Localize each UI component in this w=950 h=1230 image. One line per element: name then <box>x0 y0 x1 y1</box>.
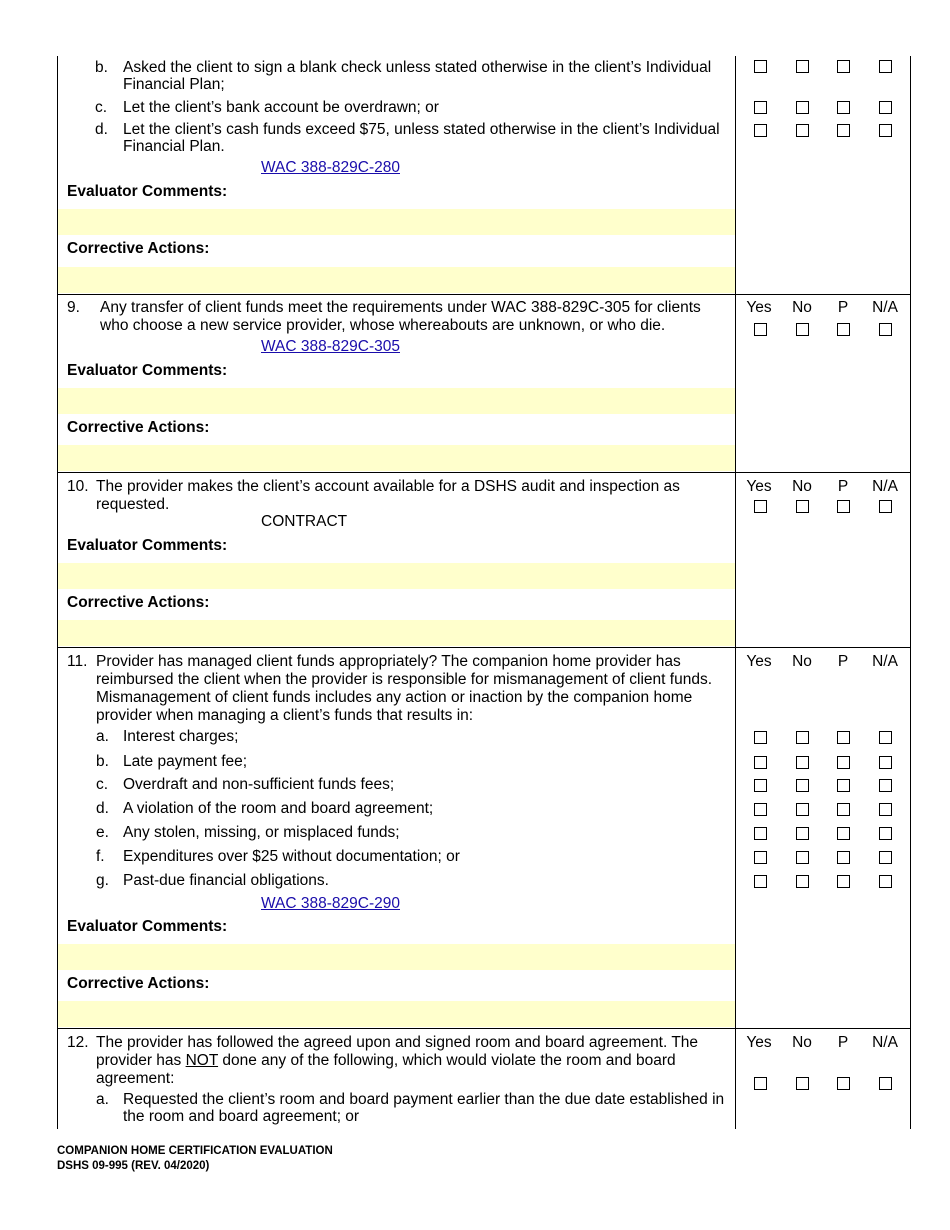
item-8b-p-checkbox[interactable] <box>837 60 850 73</box>
item-8-sub-c-letter: c. <box>95 99 108 116</box>
item-9-wac-link[interactable]: WAC 388-829C-305 <box>261 338 400 355</box>
item-10-p-checkbox[interactable] <box>837 500 850 513</box>
item-11a-p-checkbox[interactable] <box>837 731 850 744</box>
corrective-actions-field-9[interactable] <box>58 445 735 471</box>
footer-form-title: COMPANION HOME CERTIFICATION EVALUATION <box>57 1145 333 1157</box>
item-10-no-header: No <box>792 478 812 495</box>
item-12-p-checkbox[interactable] <box>837 1077 850 1090</box>
item-10-p-header: P <box>837 478 849 495</box>
item-10-na-header: N/A <box>872 478 898 495</box>
item-9-yes-header: Yes <box>746 299 772 316</box>
column-divider <box>735 56 736 1129</box>
item-11-sub-letter: c. <box>96 776 109 793</box>
item-12-sub-a-text-2: the room and board agreement; or <box>123 1108 360 1125</box>
item-11d-p-checkbox[interactable] <box>837 803 850 816</box>
item-11f-p-checkbox[interactable] <box>837 851 850 864</box>
item-11f-na-checkbox[interactable] <box>879 851 892 864</box>
item-10-no-checkbox[interactable] <box>796 500 809 513</box>
item-8d-yes-checkbox[interactable] <box>754 124 767 137</box>
item-11f-yes-checkbox[interactable] <box>754 851 767 864</box>
item-12-not-emphasis: NOT <box>185 1052 219 1069</box>
item-10-number: 10. <box>67 478 89 495</box>
item-11b-no-checkbox[interactable] <box>796 756 809 769</box>
item-11e-p-checkbox[interactable] <box>837 827 850 840</box>
item-12-text-2c: done any of the following, which would violate the room and board <box>218 1052 676 1069</box>
item-10-na-checkbox[interactable] <box>879 500 892 513</box>
corrective-actions-label: Corrective Actions: <box>67 975 210 992</box>
table-border-right <box>910 56 911 1129</box>
item-11-sub-letter: d. <box>96 800 109 817</box>
row-separator <box>57 647 911 648</box>
item-11g-yes-checkbox[interactable] <box>754 875 767 888</box>
item-11-sub-text: Interest charges; <box>123 728 239 745</box>
item-9-na-checkbox[interactable] <box>879 323 892 336</box>
item-12-p-header: P <box>837 1034 849 1051</box>
item-8b-na-checkbox[interactable] <box>879 60 892 73</box>
item-11d-no-checkbox[interactable] <box>796 803 809 816</box>
item-8b-yes-checkbox[interactable] <box>754 60 767 73</box>
evaluator-comments-label: Evaluator Comments: <box>67 183 228 200</box>
item-12-yes-checkbox[interactable] <box>754 1077 767 1090</box>
item-9-yes-checkbox[interactable] <box>754 323 767 336</box>
item-11-sub-letter: e. <box>96 824 109 841</box>
item-9-text-1: Any transfer of client funds meet the requirements under WAC 388-829C-305 for clients <box>100 299 701 316</box>
item-12-na-checkbox[interactable] <box>879 1077 892 1090</box>
item-8-sub-c-text: Let the client’s bank account be overdrawn; or <box>123 99 439 116</box>
item-8c-no-checkbox[interactable] <box>796 101 809 114</box>
item-12-no-header: No <box>792 1034 812 1051</box>
item-9-number: 9. <box>67 299 80 316</box>
item-9-text-2: who choose a new service provider, whose whereabouts are unknown, or who die. <box>100 317 666 334</box>
corrective-actions-field-8[interactable] <box>58 267 735 293</box>
item-11g-p-checkbox[interactable] <box>837 875 850 888</box>
item-11-yes-header: Yes <box>746 653 772 670</box>
evaluator-comments-label: Evaluator Comments: <box>67 918 228 935</box>
item-11-na-header: N/A <box>872 653 898 670</box>
item-11a-na-checkbox[interactable] <box>879 731 892 744</box>
evaluator-comments-label: Evaluator Comments: <box>67 537 228 554</box>
item-11c-yes-checkbox[interactable] <box>754 779 767 792</box>
item-11-sub-text: Any stolen, missing, or misplaced funds; <box>123 824 400 841</box>
item-8c-p-checkbox[interactable] <box>837 101 850 114</box>
evaluator-comments-field-9[interactable] <box>58 388 735 414</box>
item-11-sub-letter: f. <box>96 848 105 865</box>
item-8b-no-checkbox[interactable] <box>796 60 809 73</box>
item-11g-no-checkbox[interactable] <box>796 875 809 888</box>
item-8d-na-checkbox[interactable] <box>879 124 892 137</box>
item-12-number: 12. <box>67 1034 89 1051</box>
item-11e-yes-checkbox[interactable] <box>754 827 767 840</box>
item-11-sub-text: A violation of the room and board agreement; <box>123 800 434 817</box>
item-10-yes-header: Yes <box>746 478 772 495</box>
item-11b-p-checkbox[interactable] <box>837 756 850 769</box>
row-separator <box>57 1028 911 1029</box>
item-12-text-3: agreement: <box>96 1070 175 1087</box>
item-12-sub-a-text: Requested the client’s room and board payment earlier than the due date established in <box>123 1091 725 1108</box>
item-12-sub-a-letter: a. <box>96 1091 109 1108</box>
evaluator-comments-field-10[interactable] <box>58 563 735 589</box>
item-11b-yes-checkbox[interactable] <box>754 756 767 769</box>
item-11c-p-checkbox[interactable] <box>837 779 850 792</box>
item-10-text-2: requested. <box>96 496 170 513</box>
item-8-sub-d-letter: d. <box>95 121 108 138</box>
item-11-text-2: reimbursed the client when the provider is responsible for mismanagement of client funds. <box>96 671 713 688</box>
item-8-sub-b-text-2: Financial Plan; <box>123 76 225 93</box>
row-separator <box>57 472 911 473</box>
evaluator-comments-field-11[interactable] <box>58 944 735 970</box>
item-12-text-2 <box>96 1052 676 1070</box>
item-11-text-3: Mismanagement of client funds includes any action or inaction by the companion home <box>96 689 693 706</box>
item-11-sub-letter: b. <box>96 753 109 770</box>
item-8-wac-link[interactable]: WAC 388-829C-280 <box>261 159 400 176</box>
item-12-na-header: N/A <box>872 1034 898 1051</box>
item-11a-yes-checkbox[interactable] <box>754 731 767 744</box>
item-8-sub-d-text: Let the client’s cash funds exceed $75, unless stated otherwise in the client’s Individual <box>123 121 720 138</box>
item-11c-na-checkbox[interactable] <box>879 779 892 792</box>
item-11-wac-link[interactable]: WAC 388-829C-290 <box>261 895 400 912</box>
item-11e-no-checkbox[interactable] <box>796 827 809 840</box>
item-9-no-header: No <box>792 299 812 316</box>
item-11c-no-checkbox[interactable] <box>796 779 809 792</box>
item-8-sub-b-letter: b. <box>95 59 108 76</box>
corrective-actions-label: Corrective Actions: <box>67 594 210 611</box>
item-11-sub-letter: g. <box>96 872 109 889</box>
item-11d-na-checkbox[interactable] <box>879 803 892 816</box>
item-11-sub-text: Past-due financial obligations. <box>123 872 329 889</box>
item-11-sub-text: Overdraft and non-sufficient funds fees; <box>123 776 395 793</box>
item-8c-yes-checkbox[interactable] <box>754 101 767 114</box>
evaluation-form-table <box>57 56 911 1129</box>
item-11-sub-letter: a. <box>96 728 109 745</box>
item-11-number: 11. <box>67 653 88 670</box>
item-11-text-4: provider when managing a client’s funds that results in: <box>96 707 474 724</box>
corrective-actions-label: Corrective Actions: <box>67 419 210 436</box>
item-9-p-header: P <box>837 299 849 316</box>
item-8-sub-d-text-2: Financial Plan. <box>123 138 225 155</box>
item-8d-no-checkbox[interactable] <box>796 124 809 137</box>
corrective-actions-field-11[interactable] <box>58 1001 735 1027</box>
item-8c-na-checkbox[interactable] <box>879 101 892 114</box>
corrective-actions-label: Corrective Actions: <box>67 240 210 257</box>
row-separator <box>57 294 911 295</box>
item-11-sub-text: Late payment fee; <box>123 753 248 770</box>
item-12-text-2a: provider has <box>96 1052 186 1069</box>
footer-form-number: DSHS 09-995 (REV. 04/2020) <box>57 1160 210 1172</box>
item-10-reference: CONTRACT <box>261 513 348 530</box>
item-11g-na-checkbox[interactable] <box>879 875 892 888</box>
item-11a-no-checkbox[interactable] <box>796 731 809 744</box>
item-11b-na-checkbox[interactable] <box>879 756 892 769</box>
evaluator-comments-label: Evaluator Comments: <box>67 362 228 379</box>
item-8-sub-b-text: Asked the client to sign a blank check unless stated otherwise in the client’s Individual <box>123 59 712 76</box>
item-11-text-1: Provider has managed client funds appropriately? The companion home provider has <box>96 653 681 670</box>
corrective-actions-field-10[interactable] <box>58 620 735 646</box>
item-9-na-header: N/A <box>872 299 898 316</box>
item-11-p-header: P <box>837 653 849 670</box>
item-12-no-checkbox[interactable] <box>796 1077 809 1090</box>
item-9-p-checkbox[interactable] <box>837 323 850 336</box>
item-11-no-header: No <box>792 653 812 670</box>
item-9-no-checkbox[interactable] <box>796 323 809 336</box>
item-12-text-1: The provider has followed the agreed upon and signed room and board agreement. The <box>96 1034 699 1051</box>
item-11e-na-checkbox[interactable] <box>879 827 892 840</box>
item-12-yes-header: Yes <box>746 1034 772 1051</box>
item-10-text-1: The provider makes the client’s account available for a DSHS audit and inspection as <box>96 478 680 495</box>
evaluator-comments-field-8[interactable] <box>58 209 735 235</box>
item-11-sub-text: Expenditures over $25 without documentation; or <box>123 848 460 865</box>
item-10-yes-checkbox[interactable] <box>754 500 767 513</box>
item-11d-yes-checkbox[interactable] <box>754 803 767 816</box>
item-11f-no-checkbox[interactable] <box>796 851 809 864</box>
item-8d-p-checkbox[interactable] <box>837 124 850 137</box>
